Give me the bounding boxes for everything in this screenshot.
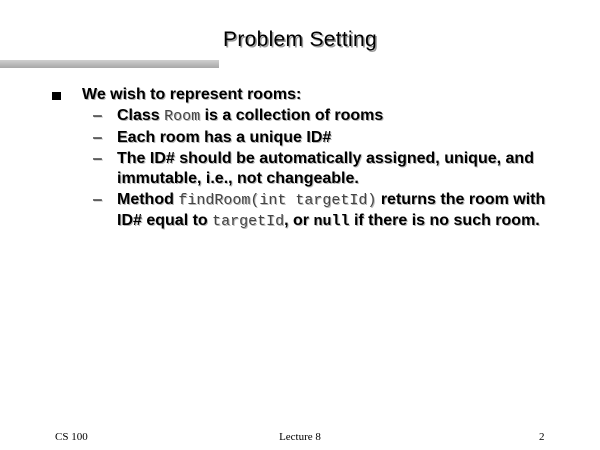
code-find-room: findRoom(int targetId) [178, 192, 377, 209]
code-target-id: targetId [212, 213, 285, 230]
text-fragment: is a collection of rooms [200, 107, 384, 124]
sub-bullet-text: Each room has a unique ID# [117, 129, 332, 146]
footer-course: CS 100 [55, 431, 88, 443]
sub-bullet-text [117, 190, 563, 232]
dash-icon: – [93, 129, 102, 146]
dash-icon: – [93, 191, 102, 208]
code-null: null [313, 213, 350, 230]
sub-bullet-class-room [93, 106, 563, 127]
dash-icon: – [93, 150, 102, 167]
sub-bullet-find-room [93, 190, 563, 232]
footer-lecture: Lecture 8 [279, 431, 321, 443]
title-underline-bar [0, 60, 219, 68]
footer-page-number: 2 [539, 431, 545, 443]
square-bullet-icon [52, 92, 61, 100]
main-bullet-text: We wish to represent rooms: [82, 86, 302, 103]
sub-bullet-unique-id [93, 128, 563, 148]
text-fragment: Method [117, 191, 179, 208]
sub-bullet-text: The ID# should be automatically assigned, unique, and immutable, i.e., not changeable. [117, 150, 534, 187]
text-fragment: if there is no such room. [349, 212, 540, 229]
text-fragment: returns the room with ID# equal to [117, 191, 546, 229]
text-fragment: Class [117, 107, 165, 124]
sub-bullet-auto-assigned [93, 149, 563, 189]
code-room: Room [164, 108, 201, 125]
slide-title: Problem Setting [223, 28, 377, 51]
sub-bullet-text [117, 106, 563, 127]
sub-bullet-list [93, 106, 563, 233]
dash-icon: – [93, 107, 102, 124]
main-bullet [52, 86, 580, 104]
text-fragment: , or [284, 212, 314, 229]
